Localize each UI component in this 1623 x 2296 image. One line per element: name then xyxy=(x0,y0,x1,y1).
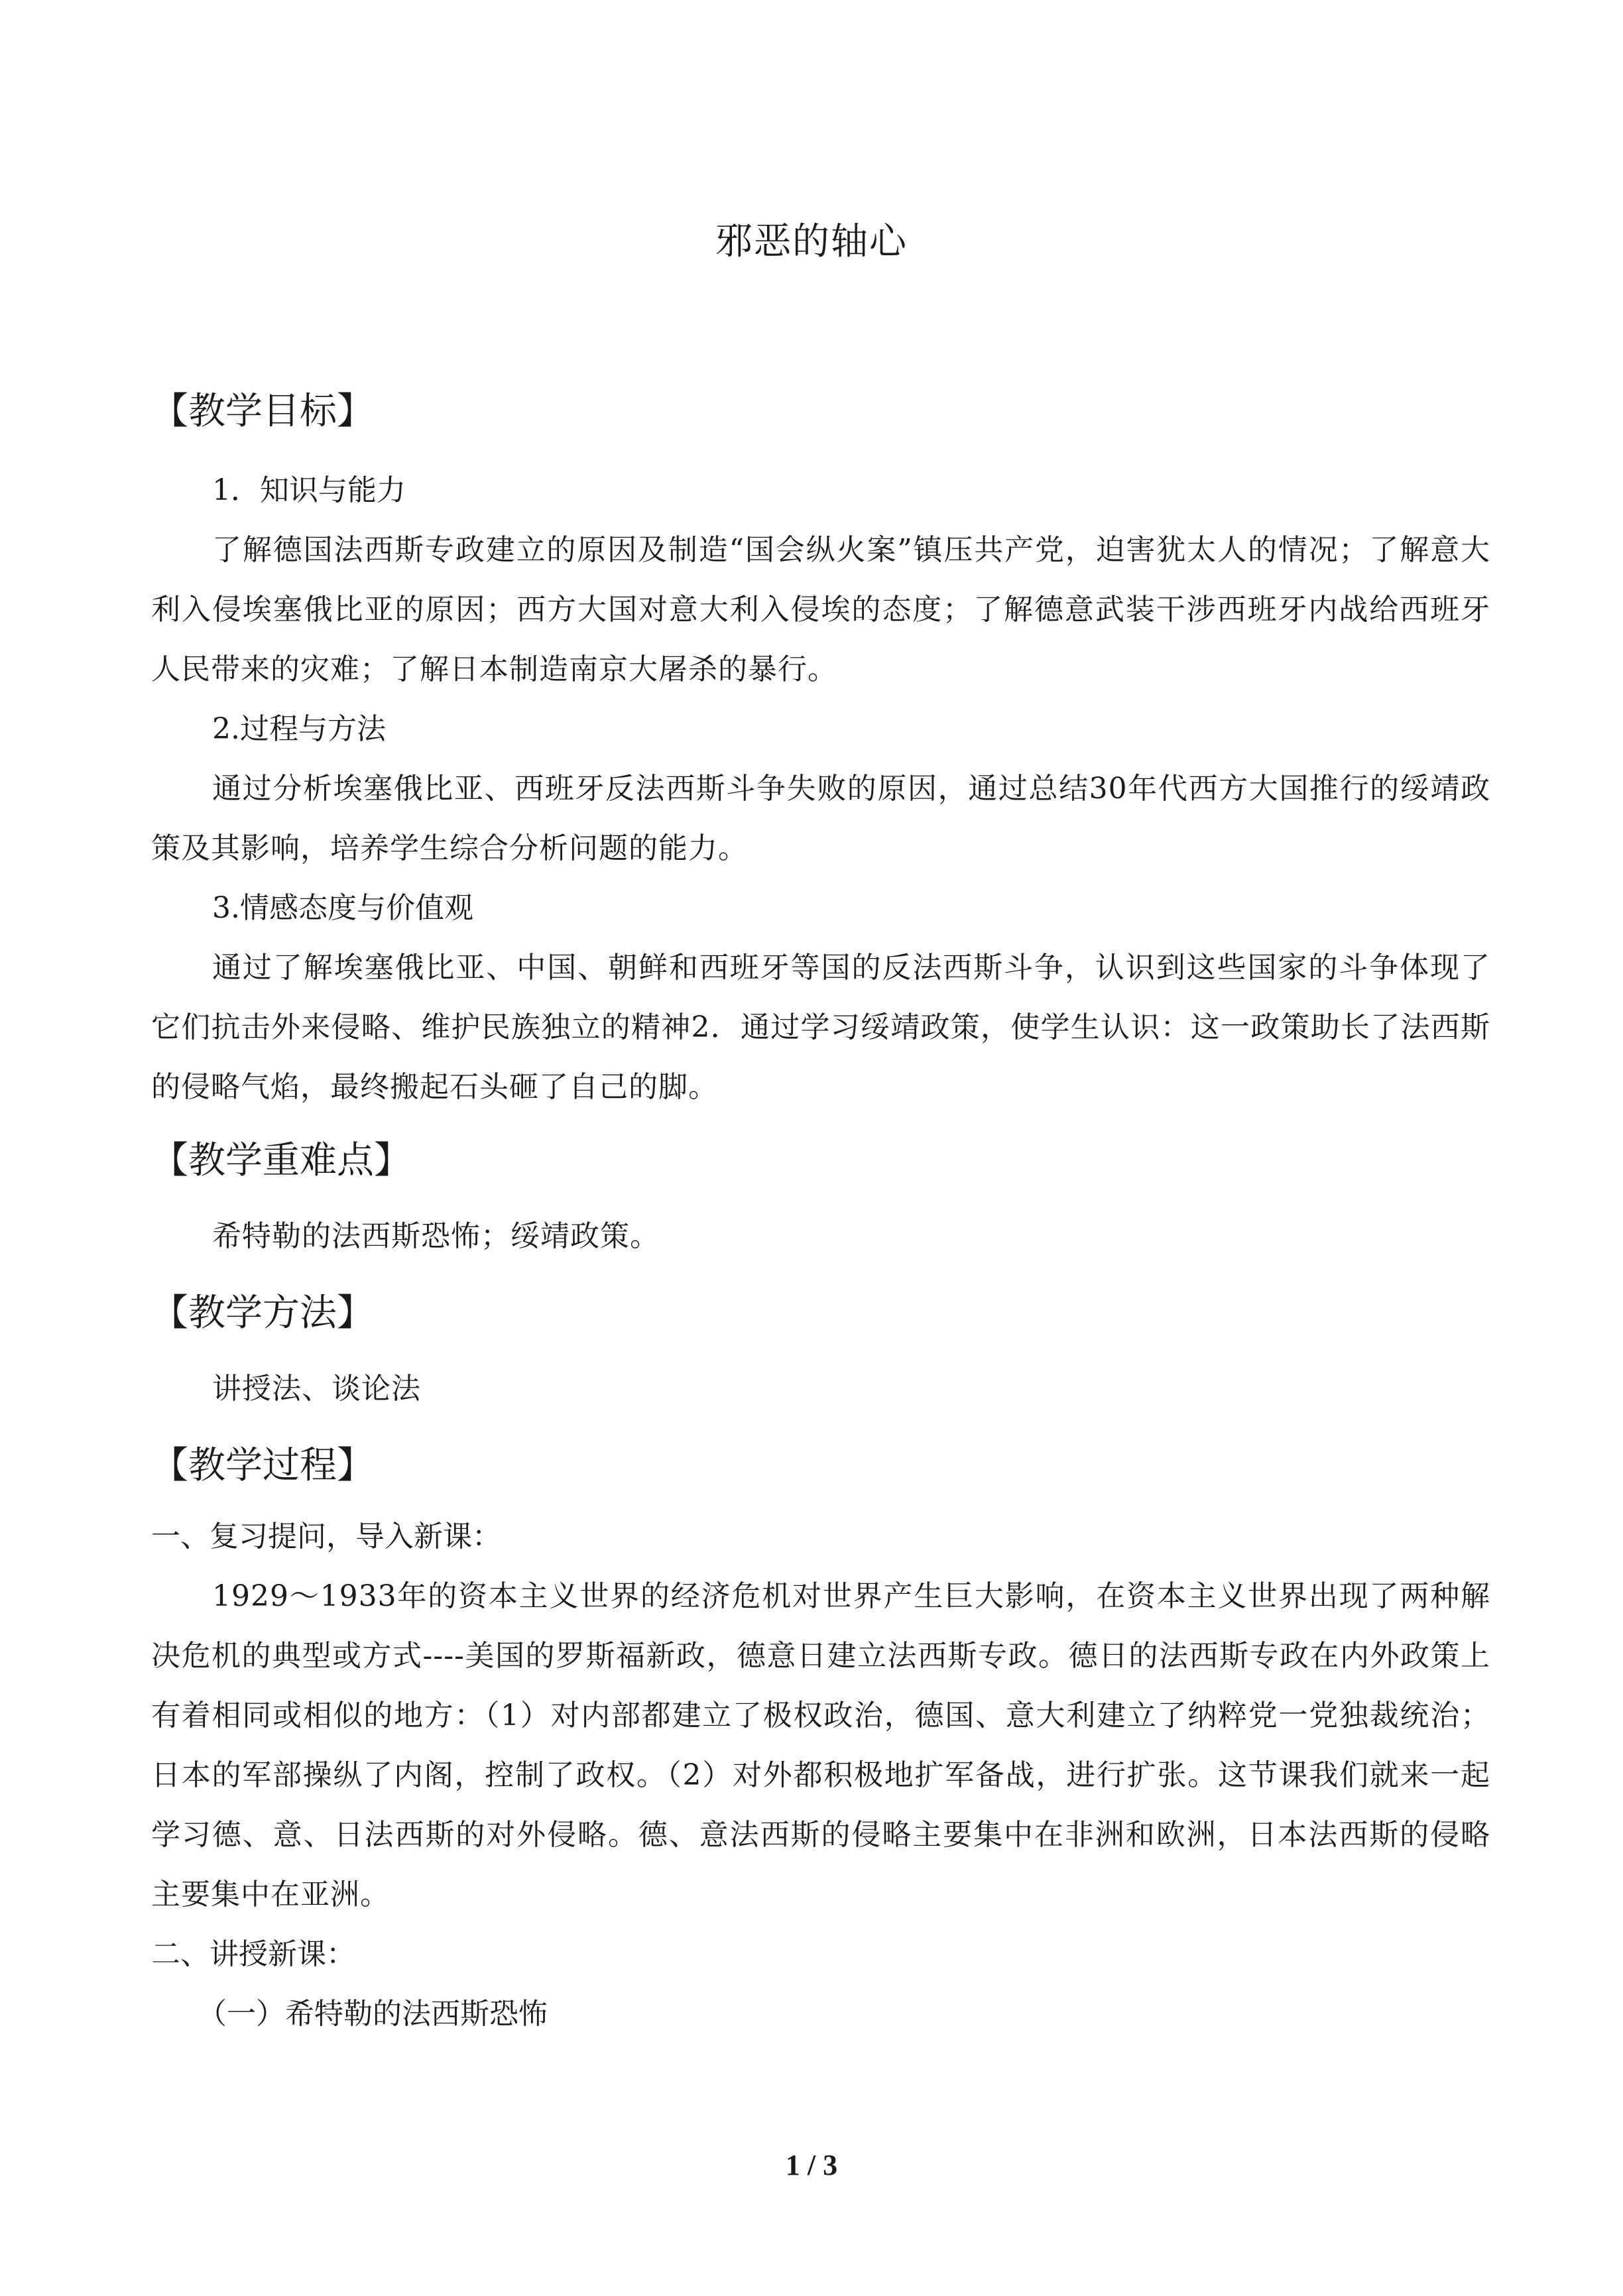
objective-subheading-values: 3.情感态度与价值观 xyxy=(212,891,473,925)
objectives-block xyxy=(151,461,1490,1117)
methods-text: 讲授法、谈论法 xyxy=(212,1372,421,1406)
process-part2-subtitle: （一）希特勒的法西斯恐怖 xyxy=(198,1997,548,2031)
process-part1-text: 1929～1933年的资本主义世界的经济危机对世界产生巨大影响，在资本主义世界出现了两种解决危机的典型或方式----美国的罗斯福新政，德意日建立法西斯专政。德日的法西斯专政在内外政策上有着相同或相似的地方：（1）对内部都建立了极权政治，德国、意大利建立了纳粹党一党独裁统治；日本的军部操纵了内阁，控制了政权。（2）对外都积极地扩军备战，进行扩张。这节课我们就来一起学习德、意、日法西斯的对外侵略。德、意法西斯的侵略主要集中在非洲和欧洲，日本法西斯的侵略主要集中在亚洲。 xyxy=(151,1579,1490,1911)
methods-block xyxy=(151,1359,1490,1419)
process-block xyxy=(151,1507,1490,2044)
objective-subheading-knowledge: 1．知识与能力 xyxy=(212,473,406,507)
process-part1-title: 一、复习提问，导入新课： xyxy=(151,1520,501,1553)
objective-text-knowledge: 了解德国法西斯专政建立的原因及制造“国会纵火案”镇压共产党，迫害犹太人的情况；了解意大利入侵埃塞俄比亚的原因；西方大国对意大利入侵埃的态度；了解德意武装干涉西班牙内战给西班牙人民带来的灾难；了解日本制造南京大屠杀的暴行。 xyxy=(151,533,1490,686)
objective-text-process: 通过分析埃塞俄比亚、西班牙反法西斯斗争失败的原因，通过总结30年代西方大国推行的绥靖政策及其影响，培养学生综合分析问题的能力。 xyxy=(151,772,1490,865)
section-heading-objectives: 【教学目标】 xyxy=(151,390,374,433)
section-heading-process: 【教学过程】 xyxy=(151,1444,374,1487)
key-points-block xyxy=(151,1207,1490,1266)
objective-text-values: 通过了解埃塞俄比亚、中国、朝鲜和西班牙等国的反法西斯斗争，认识到这些国家的斗争体现了它们抗击外来侵略、维护民族独立的精神2．通过学习绥靖政策，使学生认识：这一政策助长了法西斯的侵略气焰，最终搬起石头砸了自己的脚。 xyxy=(151,951,1490,1104)
process-part2-title: 二、讲授新课： xyxy=(151,1937,355,1971)
objective-subheading-process: 2.过程与方法 xyxy=(212,712,386,746)
document-title: 邪恶的轴心 xyxy=(715,220,908,263)
section-heading-key-points: 【教学重难点】 xyxy=(151,1139,411,1182)
key-points-text: 希特勒的法西斯恐怖；绥靖政策。 xyxy=(212,1219,660,1253)
page-number: 1 / 3 xyxy=(785,2149,838,2181)
section-heading-methods: 【教学方法】 xyxy=(151,1292,374,1335)
